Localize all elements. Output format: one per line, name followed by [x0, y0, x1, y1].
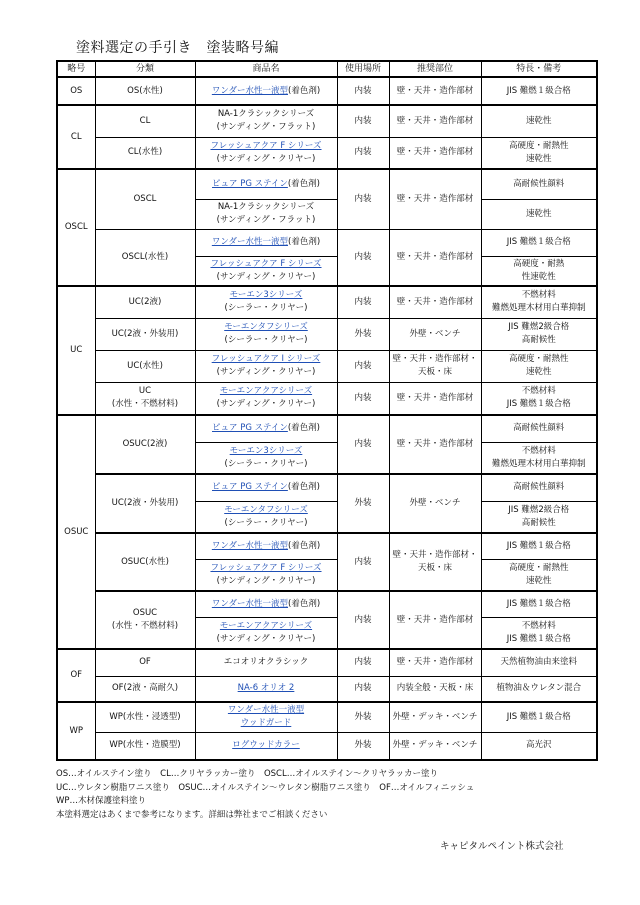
- note-cell: JIS 難燃１級合格: [481, 229, 597, 256]
- header-place: 使用場所: [337, 61, 389, 77]
- note-line: JIS 難燃2級合格: [508, 322, 570, 332]
- product-suffix: (着色剤): [287, 423, 320, 434]
- table-row: [57, 137, 597, 169]
- product-cell: [195, 474, 337, 501]
- part-cell: 壁・天井・造作部材: [389, 137, 481, 169]
- table-row: [57, 676, 597, 702]
- header-product: 商品名: [195, 61, 337, 77]
- note-cell: JIS 難燃１級合格: [481, 702, 597, 732]
- note-line: JIS 難燃１級合格: [506, 399, 571, 410]
- product-cell: [195, 442, 337, 474]
- product-suffix: (着色剤): [287, 178, 320, 189]
- place-cell: 外装: [337, 474, 389, 533]
- kind-cell: WP(水性・造膜型): [95, 732, 195, 760]
- product-cell: [195, 77, 337, 105]
- note-line: 難燃処理木材用白華抑制: [491, 458, 586, 469]
- table-row: [57, 415, 597, 442]
- part-line: 天板・床: [417, 367, 452, 377]
- note-cell: [481, 501, 597, 533]
- table-row: [57, 229, 597, 256]
- note-cell: [481, 350, 597, 382]
- table-row: [57, 382, 597, 415]
- note-line: 不燃材料: [521, 386, 556, 397]
- note-cell: 植物油＆ウレタン混合: [481, 676, 597, 702]
- product-link[interactable]: ワンダー水性一液型: [227, 705, 305, 716]
- product-sub: (サンディング・クリヤー): [216, 367, 316, 377]
- product-link[interactable]: ピュア PG ステイン: [212, 178, 288, 189]
- part-cell: 壁・天井・造作部材: [389, 169, 481, 229]
- kind-cell: [95, 591, 195, 649]
- kind-cell: [95, 382, 195, 415]
- note-line: 不燃材料: [521, 620, 556, 631]
- place-cell: 外装: [337, 732, 389, 760]
- kind-cell: UC(2液): [95, 286, 195, 318]
- product-cell: [195, 318, 337, 350]
- product-sub: (シーラー・クリヤー): [224, 458, 308, 469]
- note-line: 速乾性: [525, 575, 552, 586]
- place-cell: 内装: [337, 350, 389, 382]
- place-cell: 外装: [337, 702, 389, 732]
- table-row: [57, 77, 597, 105]
- part-cell: 壁・天井・造作部材: [389, 229, 481, 286]
- product-link[interactable]: フレッシュアクア F シリーズ: [210, 140, 322, 151]
- note-cell: [481, 256, 597, 286]
- product-cell: [195, 229, 337, 256]
- note-line: 高硬度・耐熱性: [508, 562, 569, 573]
- product-link[interactable]: ログウッドカラー: [232, 740, 300, 751]
- product-link[interactable]: NA-6 オリオ 2: [237, 683, 295, 694]
- part-cell: 外壁・ベンチ: [389, 474, 481, 533]
- product-suffix: (着色剤): [287, 482, 320, 493]
- code-cell: UC: [57, 286, 95, 415]
- kind-cell: UC(2液・外装用): [95, 474, 195, 533]
- part-cell: 壁・天井・造作部材: [389, 105, 481, 137]
- note-line: 高硬度・耐熱性: [508, 140, 569, 151]
- product-link[interactable]: ピュア PG ステイン: [212, 423, 288, 434]
- header-code: 略号: [57, 61, 95, 77]
- part-cell: 壁・天井・造作部材: [389, 591, 481, 649]
- kind-cell: OSUC(2液): [95, 415, 195, 474]
- table-row: [57, 533, 597, 559]
- note-line: UC…ウレタン樹脂ワニス塗り OSUC…オイルステイン～ウレタン樹脂ワニス塗り OF…オイルフィニッシュ: [56, 782, 475, 793]
- page-title: 塗料選定の手引き 塗装略号編: [76, 40, 279, 56]
- product-sub: (サンディング・フラット): [216, 122, 316, 133]
- part-cell: 壁・天井・造作部材: [389, 77, 481, 105]
- note-line: 不燃材料: [521, 445, 556, 456]
- kind-cell: CL(水性): [95, 137, 195, 169]
- kind-line: (水性・不燃材料): [111, 621, 179, 631]
- note-cell: 高耐候性顔料: [481, 169, 597, 199]
- header-note: 特長・備考: [481, 61, 597, 77]
- product-sub: (サンディング・クリヤー): [216, 271, 316, 282]
- table-row: [57, 474, 597, 501]
- code-cell: WP: [57, 702, 95, 760]
- place-cell: 内装: [337, 382, 389, 415]
- product-cell: [195, 501, 337, 533]
- table-row: [57, 318, 597, 350]
- product-sub: (サンディング・フラット): [216, 215, 316, 225]
- header-kind: 分類: [95, 61, 195, 77]
- table-row: [57, 286, 597, 318]
- product-link[interactable]: モーエン3シリーズ: [229, 290, 303, 301]
- place-cell: 内装: [337, 105, 389, 137]
- kind-cell: OF: [95, 649, 195, 676]
- product-link[interactable]: モーエンアクアシリーズ: [219, 620, 313, 631]
- product-suffix: (着色剤): [288, 85, 321, 96]
- product-name: NA-1クラシックシリーズ: [217, 202, 315, 212]
- note-cell: [481, 617, 597, 649]
- part-cell: [389, 533, 481, 591]
- product-cell: [195, 350, 337, 382]
- product-cell: [195, 415, 337, 442]
- kind-cell: OF(2液・高耐久): [95, 676, 195, 702]
- note-cell: [481, 286, 597, 318]
- product-name: NA-1クラシックシリーズ: [217, 109, 315, 120]
- place-cell: 内装: [337, 676, 389, 702]
- company-name: キャピタルペイント株式会社: [440, 841, 564, 852]
- product-link[interactable]: フレッシュアクア F シリーズ: [210, 562, 322, 573]
- note-line: 難燃処理木材用白華抑制: [491, 303, 586, 314]
- note-cell: 天然植物油由来塗料: [481, 649, 597, 676]
- kind-line: (水性・不燃材料): [111, 399, 179, 410]
- product-link[interactable]: モーエンタフシリーズ: [224, 504, 308, 515]
- kind-cell: UC(水性): [95, 350, 195, 382]
- code-cell: OSUC: [57, 415, 95, 649]
- product-sub: (サンディング・クリヤー): [216, 633, 316, 644]
- product-sub: (サンディング・クリヤー): [216, 575, 316, 586]
- note-cell: JIS 難燃１級合格: [481, 533, 597, 559]
- product-cell: [195, 382, 337, 415]
- product-link[interactable]: モーエンタフシリーズ: [224, 322, 308, 332]
- note-line: 高耐候性: [521, 517, 556, 528]
- place-cell: 内装: [337, 137, 389, 169]
- kind-line: OSUC: [132, 608, 158, 618]
- table-row: [57, 105, 597, 137]
- product-suffix: (着色剤): [288, 540, 321, 551]
- place-cell: 内装: [337, 649, 389, 676]
- place-cell: 内装: [337, 286, 389, 318]
- part-cell: 壁・天井・造作部材: [389, 286, 481, 318]
- note-cell: [481, 382, 597, 415]
- note-cell: 速乾性: [481, 105, 597, 137]
- note-line: 高耐候性: [521, 335, 556, 345]
- part-cell: 壁・天井・造作部材: [389, 382, 481, 415]
- product-cell: [195, 702, 337, 732]
- note-line: 不燃材料: [521, 290, 556, 301]
- product-link[interactable]: ワンダー水性一液型: [211, 598, 289, 609]
- code-cell: CL: [57, 105, 95, 169]
- table-row: [57, 591, 597, 617]
- part-line: 壁・天井・造作部材・: [392, 354, 478, 364]
- paint-selection-table: [56, 60, 598, 761]
- note-cell: [481, 318, 597, 350]
- note-cell: 高耐候性顔料: [481, 474, 597, 501]
- part-line: 壁・天井・造作部材・: [392, 550, 478, 560]
- product-link[interactable]: モーエンアクアシリーズ: [219, 386, 313, 397]
- kind-line: UC: [138, 386, 152, 397]
- table-header-row: [57, 61, 597, 77]
- kind-cell: OSUC(水性): [95, 533, 195, 591]
- note-cell: JIS 難燃１級合格: [481, 77, 597, 105]
- product-link[interactable]: ワンダー水性一液型: [211, 540, 289, 551]
- part-cell: 外壁・ベンチ: [389, 318, 481, 350]
- product-link[interactable]: ワンダー水性一液型: [211, 237, 289, 247]
- part-cell: 壁・天井・造作部材: [389, 415, 481, 474]
- place-cell: 内装: [337, 415, 389, 474]
- table-row: [57, 169, 597, 199]
- header-part: 推奨部位: [389, 61, 481, 77]
- table-row: [57, 732, 597, 760]
- place-cell: 内装: [337, 229, 389, 286]
- note-line: WP…木材保護塗料塗り: [56, 796, 147, 806]
- note-line: 本塗料選定はあくまで参考になります。詳細は弊社までご相談ください: [56, 809, 328, 820]
- note-cell: JIS 難燃１級合格: [481, 591, 597, 617]
- product-cell: [195, 199, 337, 229]
- product-cell: [195, 256, 337, 286]
- note-cell: 高光沢: [481, 732, 597, 760]
- note-cell: 高耐候性顔料: [481, 415, 597, 442]
- part-cell: 内装全般・天板・床: [389, 676, 481, 702]
- product-cell: [195, 286, 337, 318]
- note-cell: [481, 559, 597, 591]
- kind-cell: OSCL: [95, 169, 195, 229]
- product-cell: [195, 137, 337, 169]
- table-row: [57, 702, 597, 732]
- product-cell: [195, 591, 337, 617]
- note-line: 速乾性: [525, 153, 552, 164]
- part-cell: [389, 350, 481, 382]
- note-line: 高硬度・耐熱性: [508, 354, 569, 364]
- note-cell: [481, 442, 597, 474]
- product-sub: (サンディング・クリヤー): [216, 153, 316, 164]
- product-sub: (シーラー・クリヤー): [224, 303, 308, 314]
- product-sub: (シーラー・クリヤー): [224, 335, 308, 345]
- product-link[interactable]: フレッシュアクア F シリーズ: [210, 258, 322, 269]
- product-cell: [195, 676, 337, 702]
- code-cell: OSCL: [57, 169, 95, 286]
- product-link[interactable]: モーエン3シリーズ: [229, 445, 303, 456]
- place-cell: 外装: [337, 318, 389, 350]
- note-line: 高硬度・耐熱: [513, 258, 565, 269]
- place-cell: 内装: [337, 77, 389, 105]
- product-cell: [195, 732, 337, 760]
- note-cell: [481, 137, 597, 169]
- note-line: JIS 難燃2級合格: [508, 504, 570, 515]
- product-link[interactable]: ピュア PG ステイン: [212, 482, 288, 493]
- kind-cell: UC(2液・外装用): [95, 318, 195, 350]
- product-sub: (シーラー・クリヤー): [224, 517, 308, 528]
- product-cell: [195, 105, 337, 137]
- part-line: 天板・床: [417, 563, 452, 573]
- code-cell: OF: [57, 649, 95, 702]
- kind-cell: OSCL(水性): [95, 229, 195, 286]
- table-row: [57, 649, 597, 676]
- product-cell: [195, 559, 337, 591]
- note-line: 性速乾性: [521, 271, 556, 282]
- part-cell: 外壁・デッキ・ベンチ: [389, 702, 481, 732]
- note-line: 速乾性: [525, 367, 552, 377]
- note-line: OS…オイルステイン塗り CL…クリヤラッカー塗り OSCL…オイルステイン～クリヤラッカー塗り: [56, 769, 438, 779]
- place-cell: 内装: [337, 533, 389, 591]
- product-link[interactable]: ウッドガード: [240, 718, 292, 729]
- product-cell: [195, 169, 337, 199]
- product-link[interactable]: ワンダー水性一液型: [211, 85, 289, 96]
- product-cell: [195, 617, 337, 649]
- product-cell: [195, 533, 337, 559]
- product-sub: (サンディング・クリヤー): [216, 399, 316, 410]
- product-suffix: (着色剤): [288, 598, 321, 609]
- kind-cell: CL: [95, 105, 195, 137]
- product-suffix: (着色剤): [288, 237, 321, 247]
- part-cell: 外壁・デッキ・ベンチ: [389, 732, 481, 760]
- note-line: JIS 難燃１級合格: [506, 633, 571, 644]
- legend-notes: [56, 768, 474, 822]
- kind-cell: WP(水性・浸透型): [95, 702, 195, 732]
- note-cell: 速乾性: [481, 199, 597, 229]
- product-cell: エコオリオクラシック: [195, 649, 337, 676]
- part-cell: 壁・天井・造作部材: [389, 649, 481, 676]
- product-link[interactable]: フレッシュアクア I シリーズ: [211, 354, 321, 364]
- table-row: [57, 350, 597, 382]
- place-cell: 内装: [337, 169, 389, 229]
- place-cell: 内装: [337, 591, 389, 649]
- kind-cell: OS(水性): [95, 77, 195, 105]
- code-cell: OS: [57, 77, 95, 105]
